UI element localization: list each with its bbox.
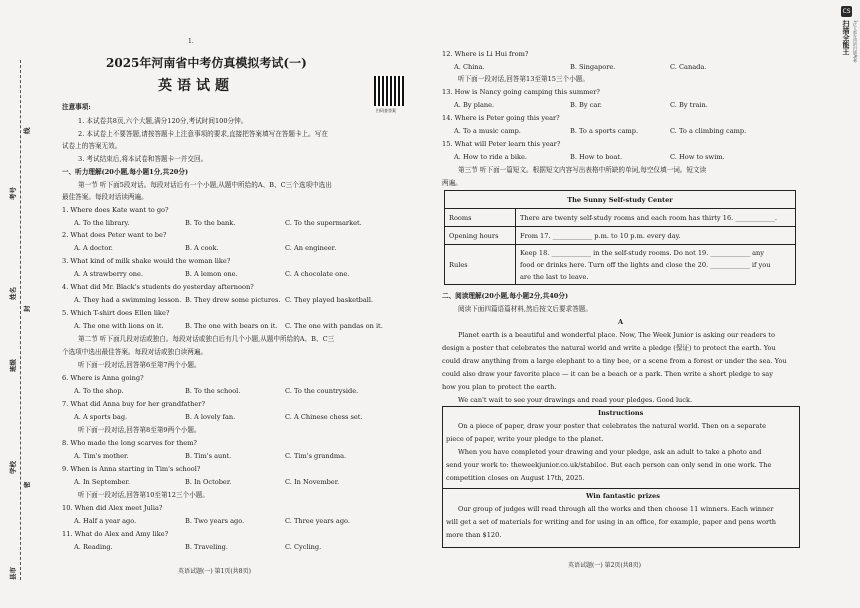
instruction-line: piece of paper, write your pledge to the planet. [446, 435, 604, 443]
page-footer: 英语试题(一) 第1页(共8页) [178, 568, 251, 575]
section-2-title: 二、阅读理解(20小题,每小题2分,共40分) [442, 292, 569, 300]
question-7: 7. What did Anna buy for her grandfather? [62, 400, 205, 408]
option-b: B. Singapore. [570, 63, 616, 71]
scanner-tagline: 3亿人都在用的扫描App [853, 20, 858, 63]
option-b: B. They drew some pictures. [185, 296, 281, 304]
table-cell [516, 245, 796, 285]
exam-title: 2025年河南省中考仿真模拟考试(一) [106, 56, 307, 70]
instructions-title: Instructions [598, 409, 644, 417]
option-a: A. By plane. [454, 101, 495, 109]
instruction-line: competition closes on August 17th, 2025. [446, 474, 585, 482]
part-3-intro: 两遍。 [442, 179, 462, 187]
part-2-intro: 第二节 听下面几段对话或独白。每段对话或独白后有几个小题,从题中所给的A、B、C三 [78, 335, 335, 343]
rules-line: Keep 18. ____________ in the self-study rooms. Do not 19. ____________ any [520, 248, 764, 257]
option-a: A. To the shop. [74, 387, 124, 395]
question-15: 15. What will Peter learn this year? [442, 140, 561, 148]
question-6: 6. Where is Anna going? [62, 374, 144, 382]
option-a: A. A strawberry one. [74, 270, 144, 278]
margin-label-seal: 封 [23, 305, 31, 312]
margin-label-class: 班级 [9, 359, 17, 372]
listening-instruction: 听下面一段对话,回答第6至第7两个小题。 [78, 361, 201, 369]
binding-margin [0, 0, 40, 608]
passage-line: We can't wait to see your drawings and read your pledges. Good luck. [458, 396, 693, 404]
part-1-intro: 第一节 听下面5段对话。每段对话后有一个小题,从题中所给的A、B、C三个选项中选出 [78, 181, 332, 189]
option-c: C. They played basketball. [285, 296, 374, 304]
option-c: C. In November. [285, 478, 340, 486]
rules-line: food or drinks here. Turn off the lights and close the 20. ____________ if you [520, 260, 771, 269]
table-row-label: Rules [445, 245, 516, 285]
option-b: B. A lovely fan. [185, 413, 236, 421]
margin-label-secret: 密 [23, 481, 31, 488]
question-10: 10. When did Alex meet Julia? [62, 504, 163, 512]
question-9: 9. When is Anna starting in Tim's school? [62, 465, 201, 473]
cut-line [20, 60, 21, 580]
option-c: C. Three years ago. [285, 517, 350, 525]
option-a: A. How to ride a bike. [454, 153, 527, 161]
option-c: C. A Chinese chess set. [285, 413, 363, 421]
table-cell: From 17. ____________ p.m. to 10 p.m. every day. [516, 227, 796, 245]
prize-line: Our group of judges will read through all the works and then choose 11 winners. Each winner [458, 505, 774, 513]
listening-instruction: 听下面一段对话,回答第8至第9两个小题。 [78, 426, 201, 434]
margin-label-county: 县市 [9, 567, 17, 580]
question-3: 3. What kind of milk shake would the woman like? [62, 257, 231, 265]
listening-instruction: 听下面一段对话,回答第10至第12三个小题。 [78, 491, 209, 499]
table-title: The Sunny Self-study Center [445, 191, 796, 209]
option-a: A. They had a swimming lesson. [74, 296, 182, 304]
part-3-intro: 第三节 听下面一篇短文。根据短文内容写出表格中所缺的单词,每空仅填一词。短文读 [458, 166, 707, 174]
option-a: A. Tim's mother. [74, 452, 129, 460]
prizes-title: Win fantastic prizes [586, 492, 660, 500]
option-a: A. To the library. [74, 219, 130, 227]
notice-line: 2. 本试卷上不要答题,请按答题卡上注意事项的要求,直接把答案填写在答题卡上。写在 [78, 130, 328, 138]
option-a: A. China. [454, 63, 485, 71]
question-5: 5. Which T-shirt does Ellen like? [62, 309, 170, 317]
question-4: 4. What did Mr. Black's students do yesterday afternoon? [62, 283, 254, 291]
option-b: B. A lemon one. [185, 270, 238, 278]
scanner-name: 扫描全能王 [842, 20, 850, 55]
margin-label-name: 姓名 [9, 287, 17, 300]
notice-line: 1. 本试卷共8页,六个大题,满分120分,考试时间100分钟。 [78, 117, 248, 125]
table-row-label: Rooms [445, 209, 516, 227]
box-divider [442, 488, 800, 489]
rules-line: are the last to leave. [520, 272, 589, 281]
option-c: C. To the countryside. [285, 387, 359, 395]
exam-page-2 [440, 0, 832, 608]
table-cell: There are twenty self-study rooms and each room has thirty 16. ____________. [516, 209, 796, 227]
option-c: C. The one with pandas on it. [285, 322, 383, 330]
part-1-intro: 最佳答案。每段对话读两遍。 [62, 193, 148, 201]
notice-title: 注意事项: [62, 103, 91, 111]
passage-line: could draw anything from a large elephant to a tiny bee, or a scene from a forest or under the sea. You [442, 357, 787, 365]
option-a: A. To a music camp. [454, 127, 521, 135]
question-12: 12. Where is Li Hui from? [442, 50, 529, 58]
scanner-badge [834, 6, 858, 126]
prize-line: will get a set of materials for writing and for using in an office, for example, paper and pens worth [446, 518, 777, 526]
scanner-logo: CS [842, 8, 851, 15]
option-a: A. A sports bag. [74, 413, 128, 421]
passage-line: could also draw your favorite place — it can be a beach or a park. Then write a short pledge to say [442, 370, 773, 378]
option-c: C. Canada. [670, 63, 707, 71]
question-1: 1. Where does Kate want to go? [62, 206, 169, 214]
notice-line: 3. 考试结束后,将本试卷和答题卡一并交回。 [78, 155, 208, 163]
option-c: C. Cycling. [285, 543, 322, 551]
option-b: B. By car. [570, 101, 602, 109]
option-c: C. An engineer. [285, 244, 337, 252]
option-c: C. By train. [670, 101, 708, 109]
option-b: B. Traveling. [185, 543, 228, 551]
option-b: B. How to boat. [570, 153, 623, 161]
option-c: C. To the supermarket. [285, 219, 362, 227]
option-b: B. In October. [185, 478, 232, 486]
option-a: A. Reading. [74, 543, 113, 551]
qr-code [374, 76, 404, 106]
question-11: 11. What do Alex and Amy like? [62, 530, 169, 538]
option-b: B. Tim's aunt. [185, 452, 232, 460]
part-2-intro: 个选项中选出最佳答案。每段对话或独白读两遍。 [62, 348, 208, 356]
listening-instruction: 听下面一段对话,回答第13至第15三个小题。 [458, 75, 589, 83]
option-a: A. In September. [74, 478, 130, 486]
margin-label-line: 线 [23, 127, 31, 134]
instruction-line: When you have completed your drawing and your pledge, ask an adult to take a photo and [458, 448, 762, 456]
exam-page-1 [40, 0, 415, 608]
header-mark: 1. [188, 38, 194, 45]
option-b: B. To a sports camp. [570, 127, 639, 135]
passage-letter: A [618, 318, 624, 326]
option-c: C. A chocolate one. [285, 270, 350, 278]
instruction-line: On a piece of paper, draw your poster that celebrates the natural world. Then on a separate [458, 422, 767, 430]
option-b: B. Two years ago. [185, 517, 245, 525]
question-13: 13. How is Nancy going camping this summer? [442, 88, 600, 96]
section-2-intro: 阅读下面四篇语篇材料,然后按文后要求答题。 [458, 305, 592, 313]
question-14: 14. Where is Peter going this year? [442, 114, 560, 122]
option-b: B. To the bank. [185, 219, 236, 227]
question-8: 8. Who made the long scarves for them? [62, 439, 197, 447]
option-a: A. The one with lions on it. [74, 322, 164, 330]
option-c: C. To a climbing camp. [670, 127, 747, 135]
page-footer: 英语试题(一) 第2页(共8页) [568, 562, 641, 569]
margin-label-school: 学校 [9, 461, 17, 474]
option-c: C. How to swim. [670, 153, 725, 161]
notice-line: 试卷上的答案无效。 [62, 142, 122, 150]
option-b: B. The one with bears on it. [185, 322, 278, 330]
option-b: B. A cook. [185, 244, 219, 252]
prize-line: more than $120. [446, 531, 502, 539]
option-a: A. A doctor. [74, 244, 113, 252]
passage-line: design a poster that celebrates the natural world and write a pledge (保证) to protect the earth. You [442, 344, 776, 352]
margin-label-exam-no: 考号 [9, 187, 17, 200]
passage-line: Planet earth is a beautiful and wonderful place. Now, The Week Junior is asking our readers to [458, 331, 775, 339]
self-study-table [444, 190, 796, 285]
option-b: B. To the school. [185, 387, 241, 395]
exam-subtitle: 英语试题 [158, 78, 234, 94]
option-a: A. Half a year ago. [74, 517, 137, 525]
passage-line: how you plan to protect the earth. [442, 383, 557, 391]
question-2: 2. What does Peter want to be? [62, 231, 167, 239]
table-row-label: Opening hours [445, 227, 516, 245]
qr-caption: 扫码查答案 [376, 108, 396, 113]
section-1-title: 一、听力理解(20小题,每小题1分,共20分) [62, 168, 189, 176]
option-c: C. Tim's grandma. [285, 452, 347, 460]
instruction-line: send your work to: theweekjunior.co.uk/stabiloc. But each person can only send in one work. The [446, 461, 772, 469]
